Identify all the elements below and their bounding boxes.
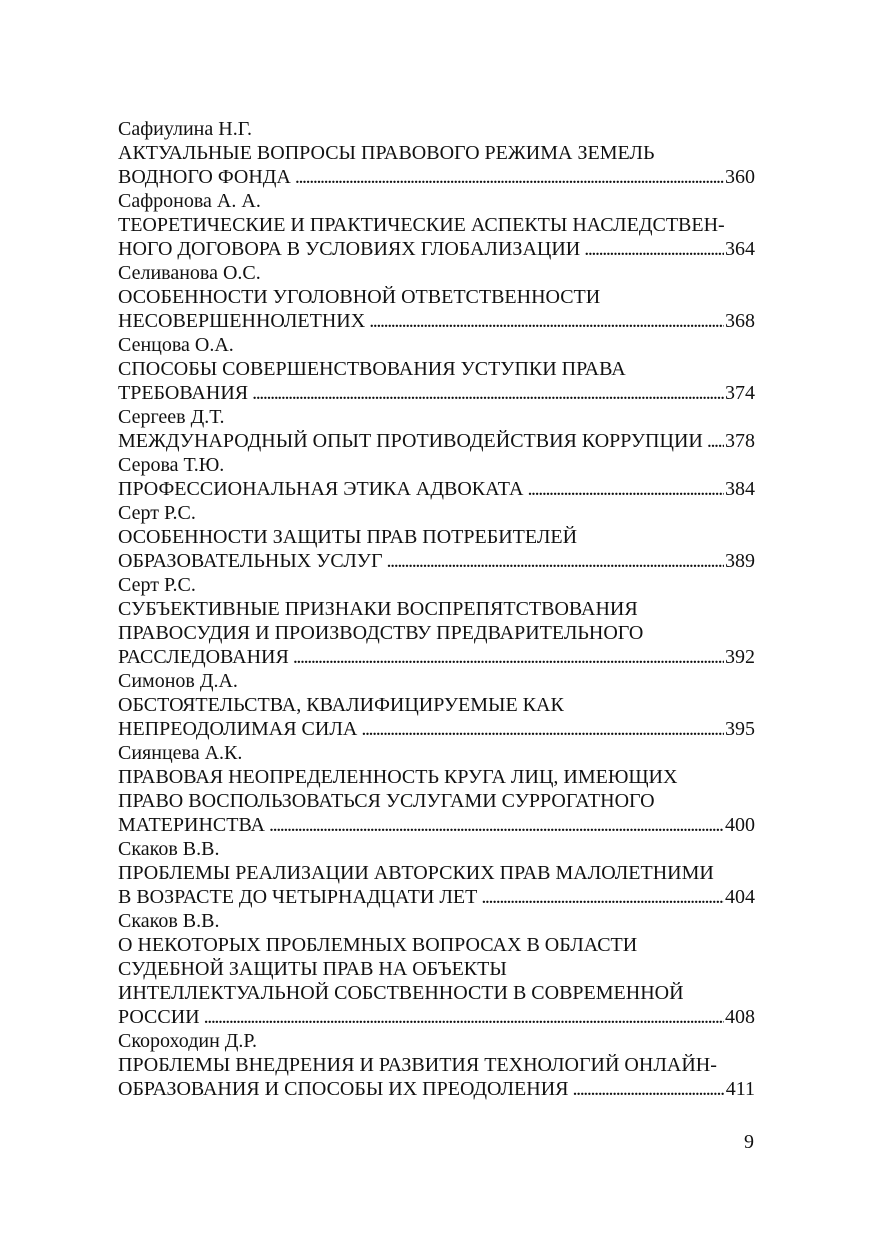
toc-entry-title-line: ПРАВОСУДИЯ И ПРОИЗВОДСТВУ ПРЕДВАРИТЕЛЬНОГО [118,622,644,644]
toc-entry-title-line: СУДЕБНОЙ ЗАЩИТЫ ПРАВ НА ОБЪЕКТЫ [118,958,507,980]
table-of-contents [118,117,755,1101]
dot-leader [527,477,724,501]
toc-entry-author: Серт Р.С. [118,574,196,596]
toc-entry-title-end: МАТЕРИНСТВА [118,814,265,836]
dot-leader [573,1077,725,1101]
toc-entry-author: Сафиулина Н.Г. [118,118,253,140]
toc-entry-title-line: СУБЪЕКТИВНЫЕ ПРИЗНАКИ ВОСПРЕПЯТСТВОВАНИЯ [118,598,638,620]
toc-entry-title-end: ТРЕБОВАНИЯ [118,382,249,404]
dot-leader [584,237,724,261]
toc-entry-title-line: ОСОБЕННОСТИ ЗАЩИТЫ ПРАВ ПОТРЕБИТЕЛЕЙ [118,526,578,548]
toc-entry-title-end: ОБРАЗОВАНИЯ И СПОСОБЫ ИХ ПРЕОДОЛЕНИЯ [118,1078,569,1100]
toc-entry-final-line [118,813,755,837]
dot-leader [387,549,724,573]
toc-entry [118,189,755,261]
dot-leader [481,885,724,909]
toc-entry-author: Скороходин Д.Р. [118,1030,258,1052]
toc-entry [118,669,755,741]
toc-entry-final-line [118,645,755,669]
toc-entry-page: 408 [725,1006,755,1028]
toc-entry-final-line [118,237,755,261]
toc-entry [118,501,755,573]
toc-entry-page: 400 [725,814,755,836]
dot-leader [707,429,724,453]
toc-entry [118,261,755,333]
toc-entry-final-line [118,309,755,333]
toc-entry-title-line: ОСОБЕННОСТИ УГОЛОВНОЙ ОТВЕТСТВЕННОСТИ [118,286,601,308]
toc-entry-author: Скаков В.В. [118,910,220,932]
toc-entry-final-line [118,429,755,453]
toc-entry-title-line: О НЕКОТОРЫХ ПРОБЛЕМНЫХ ВОПРОСАХ В ОБЛАСТИ [118,934,638,956]
toc-entry-title-line: ИНТЕЛЛЕКТУАЛЬНОЙ СОБСТВЕННОСТИ В СОВРЕМЕННОЙ [118,982,684,1004]
toc-entry-author: Серт Р.С. [118,502,196,524]
toc-entry-author: Сенцова О.А. [118,334,234,356]
toc-entry-final-line [118,549,755,573]
page-number: 9 [744,1131,754,1153]
toc-entry-author: Сергеев Д.Т. [118,406,225,428]
toc-entry [118,405,755,453]
toc-entry [118,453,755,501]
toc-entry-final-line [118,885,755,909]
toc-entry-title-line: ПРАВО ВОСПОЛЬЗОВАТЬСЯ УСЛУГАМИ СУРРОГАТНОГО [118,790,655,812]
toc-entry-page: 378 [725,430,755,452]
toc-entry-page: 384 [725,478,755,500]
toc-entry-page: 360 [725,166,755,188]
toc-entry [118,837,755,909]
toc-entry [118,1029,755,1101]
toc-entry-page: 364 [725,238,755,260]
toc-entry-title-end: НЕПРЕОДОЛИМАЯ СИЛА [118,718,358,740]
toc-entry-title-end: ПРОФЕССИОНАЛЬНАЯ ЭТИКА АДВОКАТА [118,478,524,500]
dot-leader [204,1005,724,1029]
toc-entry-page: 374 [725,382,755,404]
toc-entry-title-end: В ВОЗРАСТЕ ДО ЧЕТЫРНАДЦАТИ ЛЕТ [118,886,478,908]
toc-entry-page: 392 [725,646,755,668]
toc-entry-author: Сафронова А. А. [118,190,261,212]
toc-entry-author: Сиянцева А.К. [118,742,243,764]
toc-entry-title-line: ОБСТОЯТЕЛЬСТВА, КВАЛИФИЦИРУЕМЫЕ КАК [118,694,564,716]
toc-entry-title-end: МЕЖДУНАРОДНЫЙ ОПЫТ ПРОТИВОДЕЙСТВИЯ КОРРУПЦИИ [118,430,703,452]
toc-entry [118,573,755,669]
toc-entry-title-end: ОБРАЗОВАТЕЛЬНЫХ УСЛУГ [118,550,383,572]
toc-entry-title-end: НОГО ДОГОВОРА В УСЛОВИЯХ ГЛОБАЛИЗАЦИИ [118,238,581,260]
dot-leader [369,309,724,333]
toc-entry [118,117,755,189]
toc-entry-title-line: ПРОБЛЕМЫ РЕАЛИЗАЦИИ АВТОРСКИХ ПРАВ МАЛОЛЕТНИМИ [118,862,714,884]
toc-entry-final-line [118,381,755,405]
toc-entry-title-line: ПРОБЛЕМЫ ВНЕДРЕНИЯ И РАЗВИТИЯ ТЕХНОЛОГИЙ ОНЛАЙН- [118,1054,717,1076]
toc-entry-title-line: ПРАВОВАЯ НЕОПРЕДЕЛЕННОСТЬ КРУГА ЛИЦ, ИМЕЮЩИХ [118,766,678,788]
dot-leader [269,813,724,837]
dot-leader [293,645,724,669]
toc-entry-title-line: АКТУАЛЬНЫЕ ВОПРОСЫ ПРАВОВОГО РЕЖИМА ЗЕМЕЛЬ [118,142,655,164]
toc-entry-page: 411 [725,1078,755,1100]
toc-entry-title-end: НЕСОВЕРШЕННОЛЕТНИХ [118,310,366,332]
dot-leader [252,381,724,405]
toc-entry-author: Селиванова О.С. [118,262,261,284]
toc-entry [118,741,755,837]
toc-entry-final-line [118,1077,755,1101]
toc-entry-final-line [118,165,755,189]
toc-entry-final-line [118,717,755,741]
dot-leader [295,165,724,189]
toc-entry-title-end: РОССИИ [118,1006,200,1028]
toc-entry-final-line [118,477,755,501]
toc-entry [118,333,755,405]
toc-entry-final-line [118,1005,755,1029]
toc-entry-page: 368 [725,310,755,332]
toc-entry-title-line: СПОСОБЫ СОВЕРШЕНСТВОВАНИЯ УСТУПКИ ПРАВА [118,358,626,380]
toc-entry-author: Симонов Д.А. [118,670,238,692]
toc-entry-author: Скаков В.В. [118,838,220,860]
toc-entry-page: 395 [725,718,755,740]
dot-leader [361,717,724,741]
toc-entry-title-end: РАССЛЕДОВАНИЯ [118,646,289,668]
toc-entry-page: 404 [725,886,755,908]
toc-entry-title-end: ВОДНОГО ФОНДА [118,166,291,188]
toc-entry-author: Серова Т.Ю. [118,454,225,476]
toc-entry-title-line: ТЕОРЕТИЧЕСКИЕ И ПРАКТИЧЕСКИЕ АСПЕКТЫ НАСЛЕДСТВЕН- [118,214,725,236]
toc-entry-page: 389 [725,550,755,572]
toc-entry [118,909,755,1029]
